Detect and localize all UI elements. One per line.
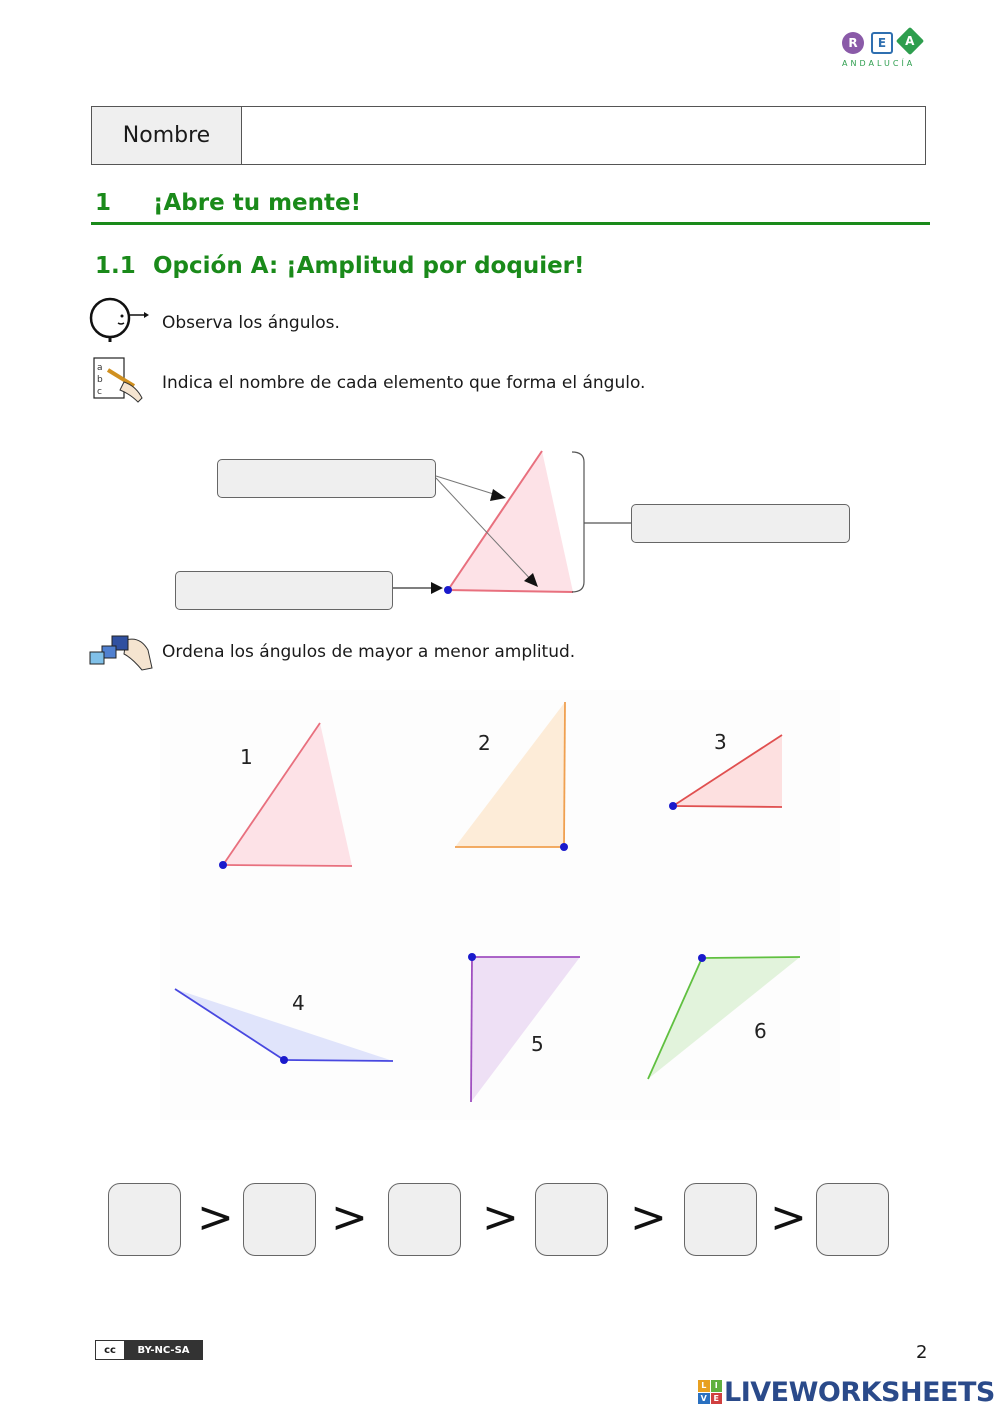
order-box-2[interactable] — [243, 1183, 316, 1256]
greater-than-3: > — [482, 1192, 519, 1243]
svg-text:a: a — [97, 363, 103, 373]
svg-text:c: c — [97, 387, 102, 397]
cc-license-badge: cc BY-NC-SA — [95, 1340, 203, 1360]
label-box-amplitude[interactable] — [631, 504, 850, 543]
angle-label-4: 4 — [292, 991, 305, 1015]
order-box-4[interactable] — [535, 1183, 608, 1256]
order-box-1[interactable] — [108, 1183, 181, 1256]
label-box-sides[interactable] — [217, 459, 436, 498]
section-heading-1-1: 1.1 Opción A: ¡Amplitud por doquier! — [95, 253, 585, 279]
instruction-indicate: Indica el nombre de cada elemento que forma el ángulo. — [162, 373, 646, 393]
angle-label-3: 3 — [714, 730, 727, 754]
greater-than-2: > — [331, 1192, 368, 1243]
logo-a: A — [896, 27, 924, 55]
logo-r: R — [842, 32, 864, 54]
label-box-vertex[interactable] — [175, 571, 393, 610]
liveworksheets-brand: L I V E LIVEWORKSHEETS — [698, 1376, 995, 1408]
liveworksheets-icon: L I V E — [698, 1380, 722, 1404]
write-icon — [90, 356, 150, 406]
order-blocks-icon — [88, 626, 154, 674]
angle-label-2: 2 — [478, 731, 491, 755]
rea-logo — [838, 30, 928, 72]
instruction-order: Ordena los ángulos de mayor a menor amplitud. — [162, 642, 576, 662]
angle-label-5: 5 — [531, 1032, 544, 1056]
greater-than-4: > — [630, 1192, 667, 1243]
greater-than-5: > — [770, 1192, 807, 1243]
observe-icon — [88, 296, 152, 344]
order-box-3[interactable] — [388, 1183, 461, 1256]
order-box-6[interactable] — [816, 1183, 889, 1256]
name-input[interactable] — [242, 107, 925, 164]
greater-than-1: > — [197, 1192, 234, 1243]
angle-label-1: 1 — [240, 745, 253, 769]
logo-e: E — [871, 32, 893, 54]
instruction-observe: Observa los ángulos. — [162, 313, 340, 333]
page-number: 2 — [916, 1342, 928, 1363]
logo-subtitle: ANDALUCÍA — [842, 59, 916, 68]
angles-figure — [160, 690, 840, 1120]
order-box-5[interactable] — [684, 1183, 757, 1256]
section-divider — [91, 222, 930, 225]
angle-label-6: 6 — [754, 1019, 767, 1043]
svg-text:b: b — [97, 375, 103, 385]
name-label: Nombre — [92, 107, 242, 164]
section-heading-1: 1 ¡Abre tu mente! — [95, 190, 362, 216]
name-row — [91, 106, 926, 165]
